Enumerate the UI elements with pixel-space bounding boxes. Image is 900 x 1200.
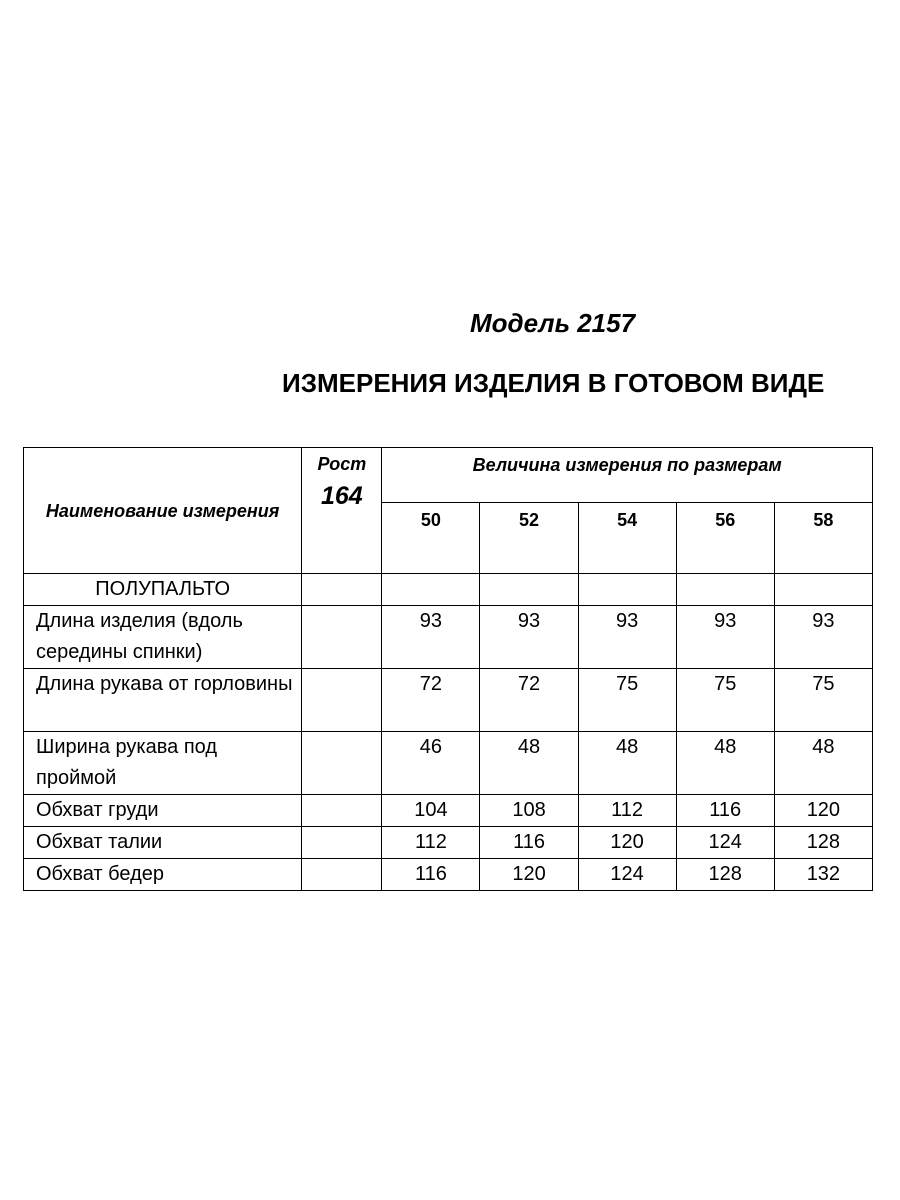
row-label: Длина изделия (вдоль середины спинки) bbox=[24, 606, 302, 669]
header-size-52: 52 bbox=[480, 503, 578, 574]
row-label: Обхват талии bbox=[24, 827, 302, 859]
value-cell: 93 bbox=[676, 606, 774, 669]
value-cell: 132 bbox=[774, 859, 872, 891]
value-cell: 48 bbox=[774, 732, 872, 795]
header-measurement-name bbox=[24, 448, 302, 574]
value-cell: 48 bbox=[676, 732, 774, 795]
value-cell: 116 bbox=[676, 795, 774, 827]
empty-cell bbox=[302, 859, 382, 891]
table-row bbox=[24, 827, 873, 859]
header-sizes-group: Величина измерения по размерам bbox=[382, 448, 873, 503]
table-header-row bbox=[24, 448, 873, 503]
table-row bbox=[24, 606, 873, 669]
value-cell: 46 bbox=[382, 732, 480, 795]
empty-cell bbox=[774, 574, 872, 606]
table-row bbox=[24, 795, 873, 827]
empty-cell bbox=[302, 732, 382, 795]
row-label: Ширина рукава под проймой bbox=[24, 732, 302, 795]
empty-cell bbox=[302, 574, 382, 606]
model-title: Модель 2157 bbox=[470, 308, 636, 338]
empty-cell bbox=[302, 795, 382, 827]
value-cell: 112 bbox=[382, 827, 480, 859]
header-height bbox=[302, 448, 382, 574]
value-cell: 48 bbox=[578, 732, 676, 795]
value-cell: 108 bbox=[480, 795, 578, 827]
empty-cell bbox=[382, 574, 480, 606]
empty-cell bbox=[578, 574, 676, 606]
header-size-56: 56 bbox=[676, 503, 774, 574]
value-cell: 128 bbox=[774, 827, 872, 859]
value-cell: 75 bbox=[774, 669, 872, 732]
value-cell: 120 bbox=[578, 827, 676, 859]
table-row bbox=[24, 732, 873, 795]
value-cell: 120 bbox=[480, 859, 578, 891]
value-cell: 93 bbox=[480, 606, 578, 669]
empty-cell bbox=[480, 574, 578, 606]
value-cell: 48 bbox=[480, 732, 578, 795]
value-cell: 72 bbox=[480, 669, 578, 732]
row-label: Обхват груди bbox=[24, 795, 302, 827]
value-cell: 116 bbox=[382, 859, 480, 891]
value-cell: 120 bbox=[774, 795, 872, 827]
value-cell: 75 bbox=[676, 669, 774, 732]
value-cell: 124 bbox=[676, 827, 774, 859]
header-size-54: 54 bbox=[578, 503, 676, 574]
header-measurement-name-text: Наименование измерения bbox=[45, 500, 280, 521]
section-label: ПОЛУПАЛЬТО bbox=[24, 574, 302, 606]
empty-cell bbox=[302, 669, 382, 732]
empty-cell bbox=[676, 574, 774, 606]
value-cell: 124 bbox=[578, 859, 676, 891]
table-row bbox=[24, 859, 873, 891]
value-cell: 72 bbox=[382, 669, 480, 732]
value-cell: 93 bbox=[578, 606, 676, 669]
empty-cell bbox=[302, 827, 382, 859]
header-height-value: 164 bbox=[320, 482, 363, 510]
section-row bbox=[24, 574, 873, 606]
row-label: Обхват бедер bbox=[24, 859, 302, 891]
value-cell: 128 bbox=[676, 859, 774, 891]
value-cell: 93 bbox=[774, 606, 872, 669]
header-size-58: 58 bbox=[774, 503, 872, 574]
value-cell: 93 bbox=[382, 606, 480, 669]
row-label: Длина рукава от горловины bbox=[24, 669, 302, 732]
value-cell: 112 bbox=[578, 795, 676, 827]
table-row bbox=[24, 669, 873, 732]
empty-cell bbox=[302, 606, 382, 669]
header-height-label: Рост bbox=[317, 454, 367, 474]
value-cell: 75 bbox=[578, 669, 676, 732]
page-title: ИЗМЕРЕНИЯ ИЗДЕЛИЯ В ГОТОВОМ ВИДЕ bbox=[282, 368, 825, 398]
measurements-table bbox=[23, 447, 873, 891]
value-cell: 104 bbox=[382, 795, 480, 827]
header-size-50: 50 bbox=[382, 503, 480, 574]
value-cell: 116 bbox=[480, 827, 578, 859]
